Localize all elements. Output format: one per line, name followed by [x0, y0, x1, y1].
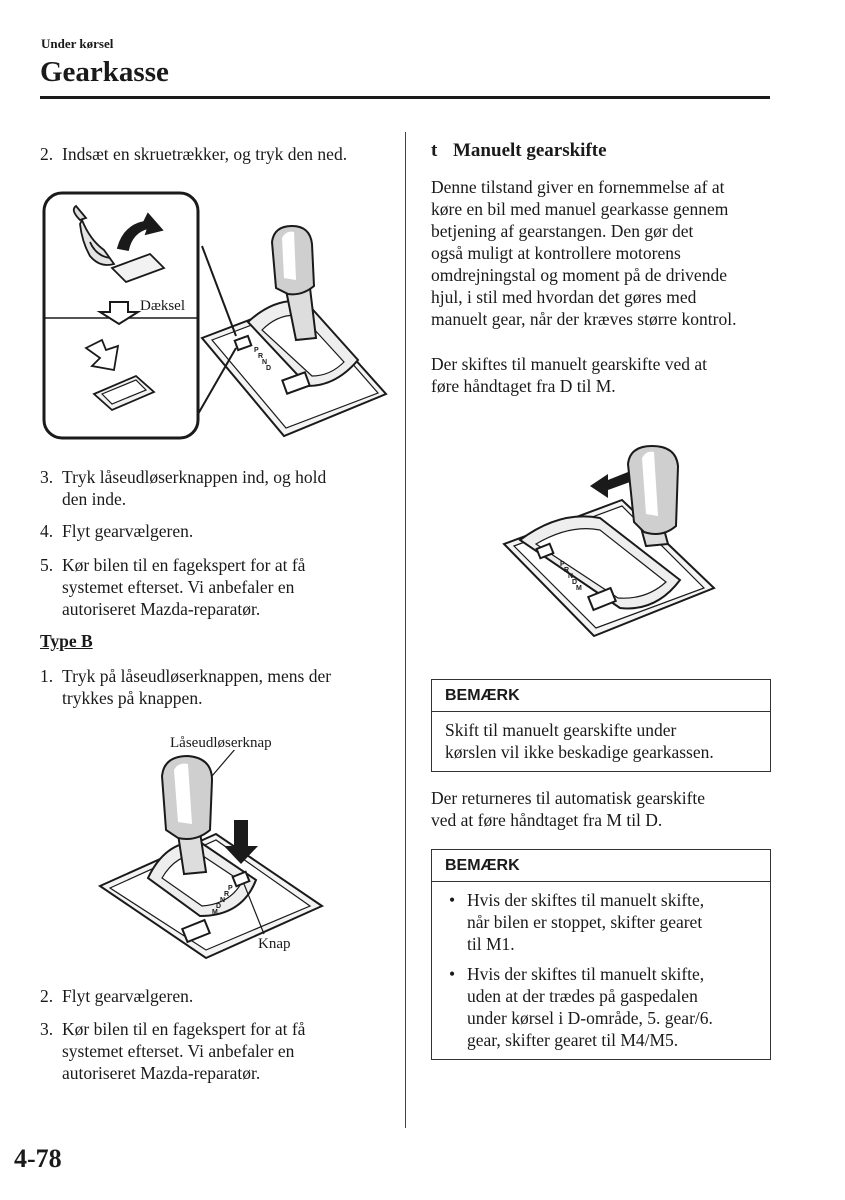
gate-letter: D — [216, 903, 222, 910]
gate-letter: M — [212, 909, 218, 916]
note-body: Skift til manuelt gearskifte under kørslen vil ikke beskadige gearkassen. — [445, 720, 714, 762]
note-box-2 — [431, 849, 771, 1060]
step-3-a — [40, 466, 326, 510]
return-paragraph: Der returneres til automatisk gearskifte ved at føre håndtaget fra M til D. — [431, 788, 706, 830]
note-box-1 — [431, 679, 771, 772]
title-rule — [40, 96, 770, 99]
type-b-heading: Type B — [40, 631, 93, 651]
step-number: 4. — [40, 521, 54, 541]
step-number: 3. — [40, 1019, 54, 1039]
cover-label: Dæksel — [140, 298, 185, 314]
shift-lock-figure — [96, 750, 328, 960]
gate-letter: R — [564, 567, 570, 574]
gate-letter: P — [228, 885, 233, 892]
step-number: 5. — [40, 555, 54, 575]
step-text: Tryk låseudløserknappen ind, og hold — [62, 467, 327, 487]
step-text: Kør bilen til en fagekspert for at få — [62, 1019, 306, 1039]
note-body — [432, 882, 770, 1059]
step-text: autoriseret Mazda-reparatør. — [62, 1063, 261, 1083]
note-bullet-item: • Hvis der skiftes til manuelt skifte, uden at der trædes på gaspedalen under kørsel i D-område, 5. gear/6. gear, skifter gearet til M4/M5. — [449, 964, 713, 1050]
step-text: Flyt gearvælgeren. — [62, 986, 194, 1006]
gate-letter: N — [262, 359, 268, 366]
section-glyph: t — [431, 140, 438, 161]
gate-letter: P — [560, 561, 565, 568]
cover-removal-figure — [40, 190, 390, 440]
note-heading: BEMÆRK — [432, 850, 770, 882]
gate-letter: R — [258, 353, 264, 360]
section-heading — [431, 140, 607, 162]
button-label: Knap — [258, 936, 291, 952]
section-title: Manuelt gearskifte — [453, 140, 607, 161]
column-divider — [405, 132, 406, 1128]
step-number: 3. — [40, 467, 54, 487]
step-number: 1. — [40, 666, 54, 686]
manual-shift-figure — [500, 440, 720, 642]
step-text: systemet efterset. Vi anbefaler en — [62, 577, 295, 597]
gate-letter: M — [576, 585, 582, 592]
gate-letter: P — [254, 347, 259, 354]
step-text: Indsæt en skruetrækker, og tryk den ned. — [62, 144, 348, 164]
step-text: trykkes på knappen. — [62, 688, 203, 708]
page-title: Gearkasse — [40, 56, 169, 88]
step-5-a — [40, 554, 305, 620]
gate-letter: N — [568, 573, 574, 580]
step-text: autoriseret Mazda-reparatør. — [62, 599, 261, 619]
gate-letter: R — [224, 891, 230, 898]
lock-release-label: Låseudløserknap — [170, 735, 272, 751]
step-text: systemet efterset. Vi anbefaler en — [62, 1041, 295, 1061]
step-2-b — [40, 985, 193, 1007]
step-text: Kør bilen til en fagekspert for at få — [62, 555, 306, 575]
gate-letter: D — [572, 579, 578, 586]
step-text: Flyt gearvælgeren. — [62, 521, 194, 541]
page-number: 4-78 — [14, 1144, 62, 1173]
left-arrow-icon — [590, 472, 630, 498]
bullet-icon: • — [449, 964, 456, 984]
step-text: den inde. — [62, 489, 127, 509]
step-text: Tryk på låseudløserknappen, mens der — [62, 666, 332, 686]
step-2-a — [40, 143, 347, 165]
shift-paragraph: Der skiftes til manuelt gearskifte ved at føre håndtaget fra D til M. — [431, 354, 708, 396]
step-1-b — [40, 665, 331, 709]
step-number: 2. — [40, 986, 54, 1006]
section-label: Under kørsel — [41, 36, 114, 51]
note-heading: BEMÆRK — [432, 680, 770, 712]
intro-paragraph: Denne tilstand giver en fornemmelse af at køre en bil med manuel gearkasse gennem betjening af gearstangen. Den gør det også muligt at kontrollere motorens omdrejningstal og moment på de drivende hjul, i stil med hvordan det gøres med manuelt gear, når der kræves større kontrol. — [431, 177, 737, 329]
step-3-b — [40, 1018, 305, 1084]
step-number: 2. — [40, 144, 54, 164]
step-4-a — [40, 520, 193, 542]
gate-letter: N — [220, 897, 226, 904]
bullet-icon: • — [449, 890, 456, 910]
note-bullet-item: • Hvis der skiftes til manuelt skifte, når bilen er stoppet, skifter gearet til M1. — [449, 890, 705, 954]
gate-letter: D — [266, 365, 272, 372]
